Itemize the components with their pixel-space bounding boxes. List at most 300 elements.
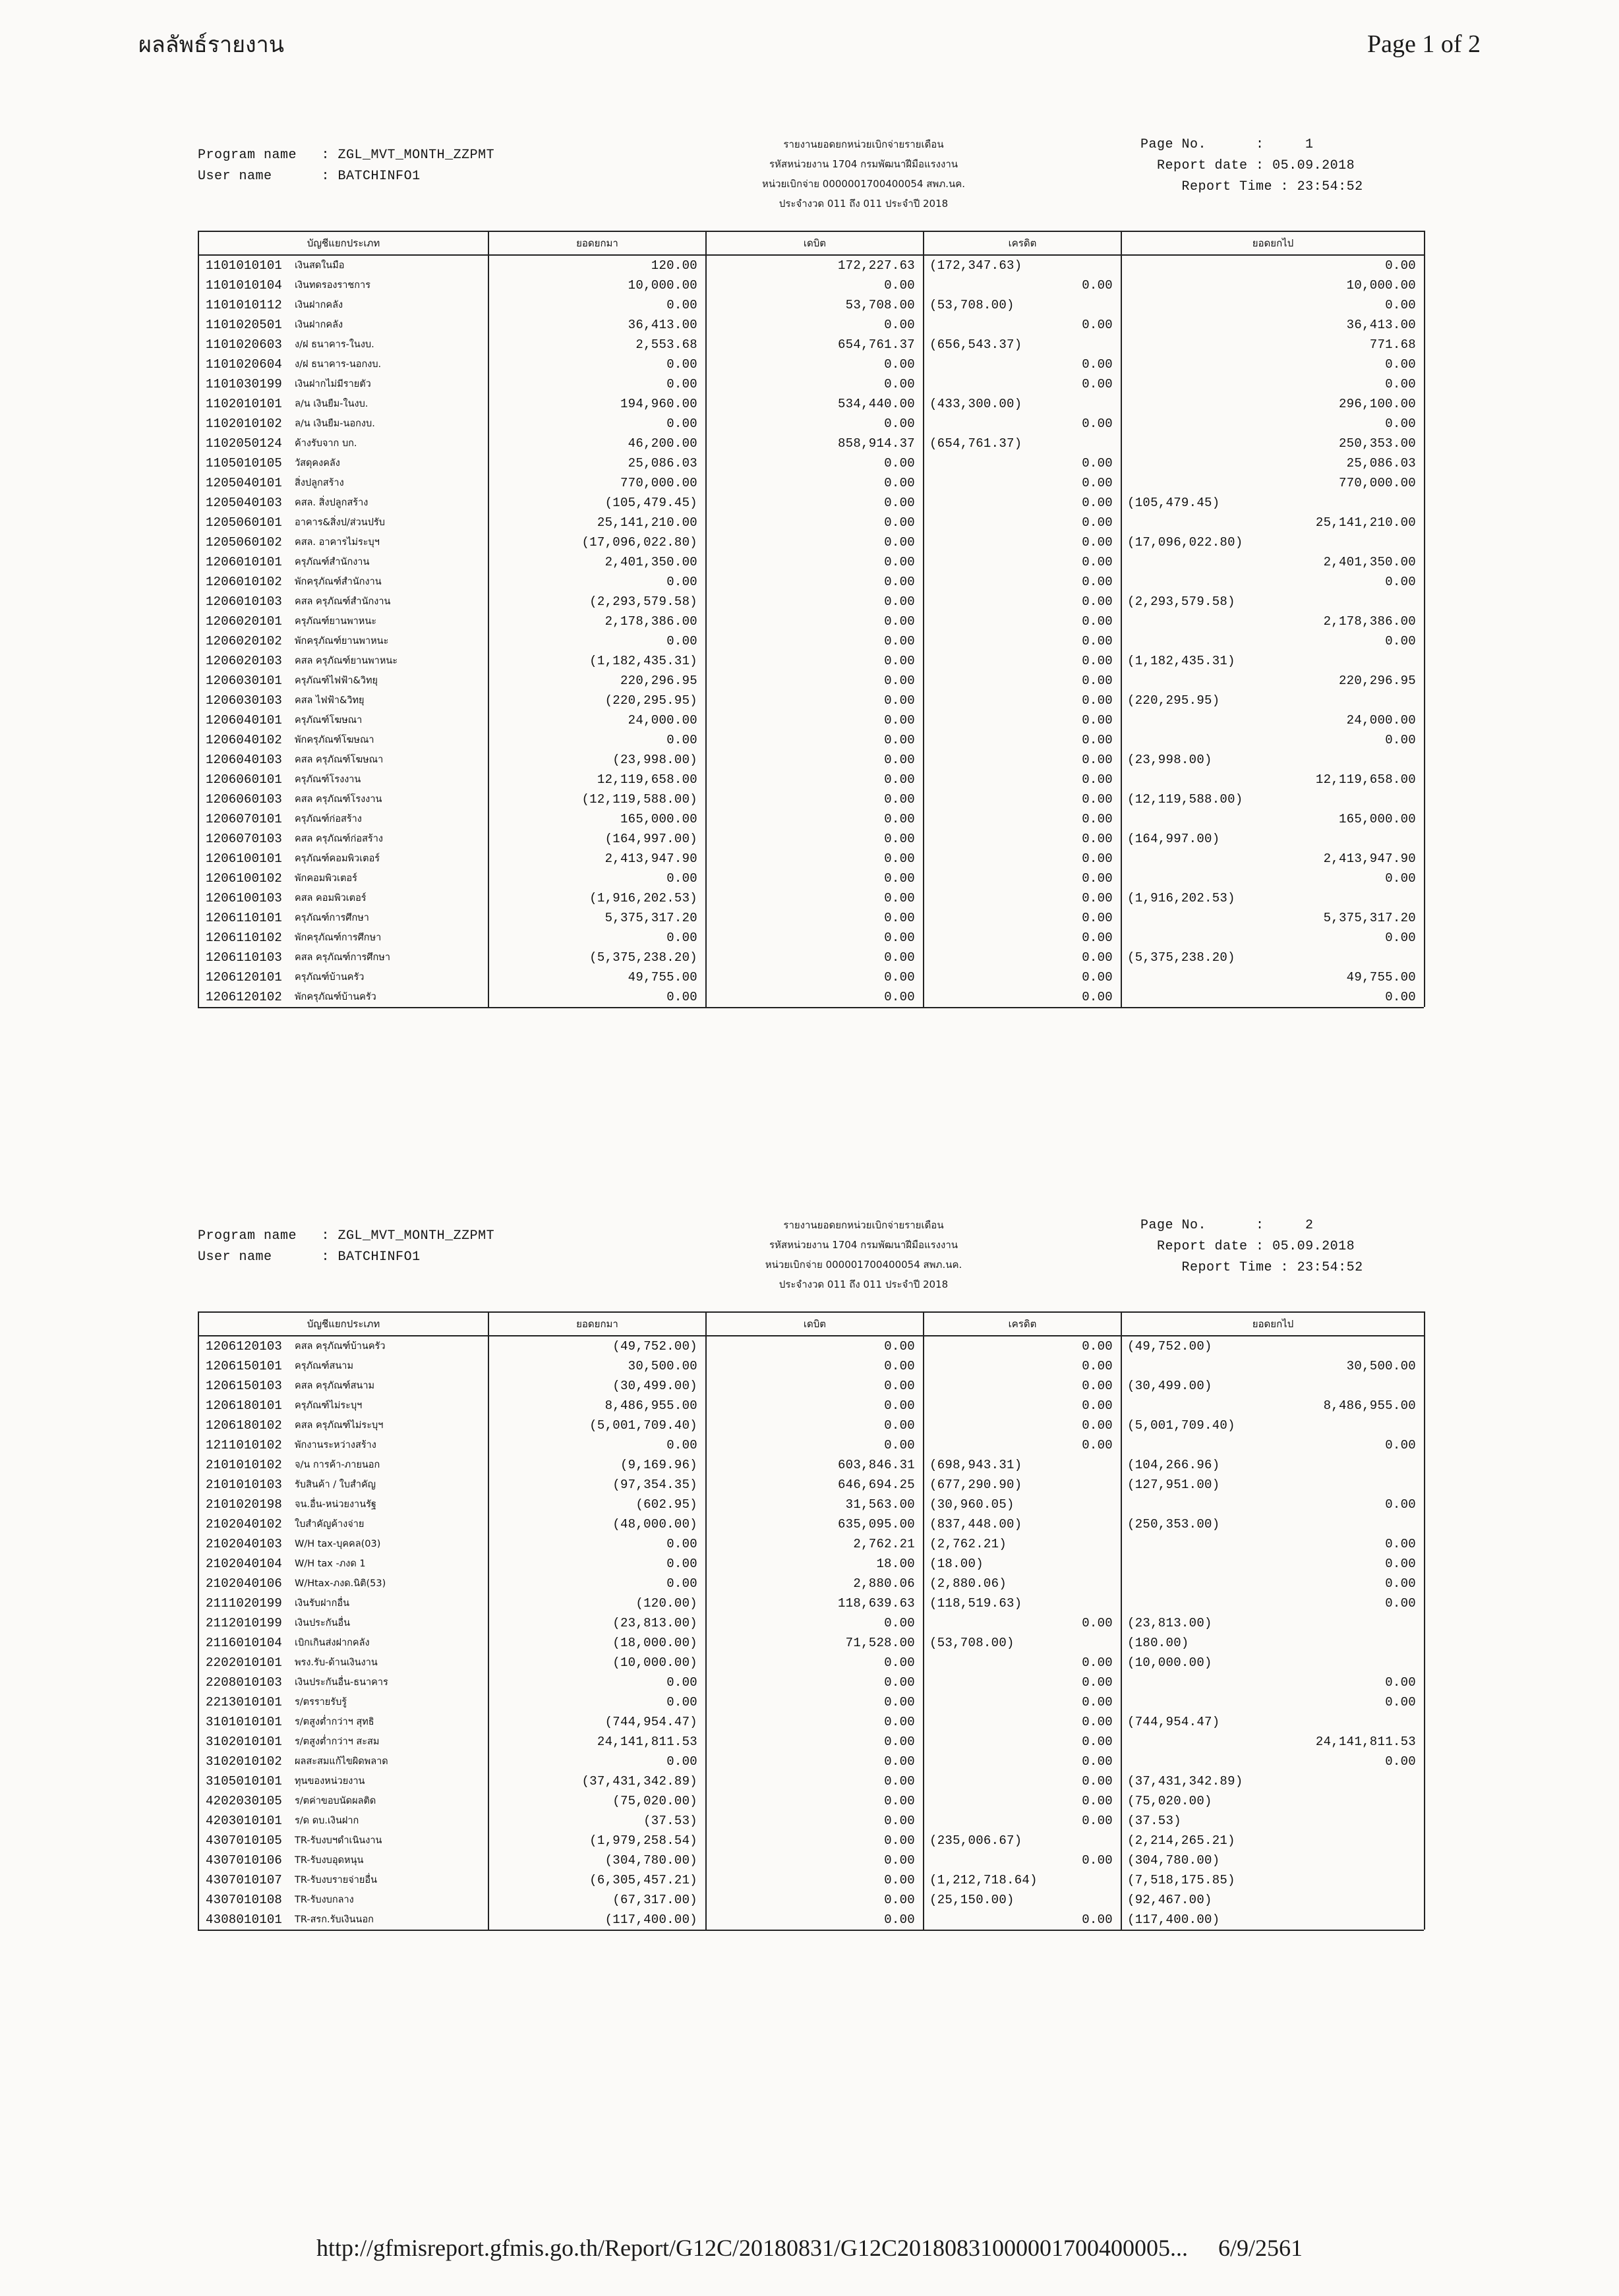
report-2-col-header-credit: เครดิต — [924, 1312, 1121, 1336]
report-1-header-row — [198, 231, 1425, 255]
cell-brought-forward: (1,979,258.54) — [488, 1831, 706, 1851]
cell-debit: 0.00 — [706, 829, 924, 849]
table-row — [198, 1811, 1425, 1831]
cell-brought-forward: (220,295.95) — [488, 691, 706, 710]
cell-debit: 0.00 — [706, 1692, 924, 1712]
report-section-1 — [0, 125, 1619, 1008]
cell-debit: 0.00 — [706, 1890, 924, 1910]
cell-carried-forward: 30,500.00 — [1121, 1356, 1425, 1376]
cell-credit: 0.00 — [924, 1910, 1121, 1930]
cell-carried-forward: 0.00 — [1121, 1752, 1425, 1771]
cell-brought-forward: 194,960.00 — [488, 394, 706, 414]
cell-credit: (2,762.21) — [924, 1534, 1121, 1554]
cell-carried-forward: (37.53) — [1121, 1811, 1425, 1831]
report-2-meta-right — [1140, 1215, 1363, 1278]
cell-account-name: วัสดุคงคลัง — [295, 458, 340, 469]
table-row — [198, 908, 1425, 928]
report-2-table-bottom-rule — [198, 1930, 1424, 1931]
report-1-col-header-account: บัญชีแยกประเภท — [198, 231, 488, 255]
cell-credit: 0.00 — [924, 374, 1121, 394]
cell-brought-forward: 2,401,350.00 — [488, 552, 706, 572]
cell-account-code: 1205060101 — [198, 513, 291, 532]
cell-carried-forward: (164,997.00) — [1121, 829, 1425, 849]
cell-account-code: 1102050124 — [198, 434, 291, 453]
table-row — [198, 1712, 1425, 1732]
report-2-page-no-value: 2 — [1305, 1218, 1314, 1233]
cell-account-name: ครุภัณฑ์สำนักงาน — [295, 557, 370, 567]
cell-debit: 0.00 — [706, 1831, 924, 1851]
report-2-col-header-brought-forward: ยอดยกมา — [488, 1312, 706, 1336]
report-1-program-value: ZGL_MVT_MONTH_ZZPMT — [338, 148, 495, 163]
cell-carried-forward: 0.00 — [1121, 255, 1425, 275]
cell-account-code: 1102010101 — [198, 394, 291, 414]
cell-credit: 0.00 — [924, 1673, 1121, 1692]
table-row — [198, 374, 1425, 394]
cell-credit: (677,290.90) — [924, 1475, 1121, 1495]
cell-debit: 0.00 — [706, 928, 924, 948]
table-row — [198, 1435, 1425, 1455]
table-row — [198, 1633, 1425, 1653]
cell-debit: 0.00 — [706, 691, 924, 710]
table-row — [198, 1831, 1425, 1851]
cell-account-code: 1205040103 — [198, 493, 291, 513]
cell-account-name: พักคอมพิวเตอร์ — [295, 873, 357, 884]
report-2-col-header-debit: เดบิต — [706, 1312, 924, 1336]
report-1-title-line-1: รายงานยอดยกหน่วยเบิกจ่ายรายเดือน — [783, 138, 944, 150]
cell-carried-forward: 220,296.95 — [1121, 671, 1425, 691]
report-2-meta-left — [198, 1226, 494, 1268]
cell-brought-forward: (2,293,579.58) — [488, 592, 706, 612]
table-row — [198, 255, 1425, 275]
print-footer-url: http://gfmisreport.gfmis.go.th/Report/G12C/20180831/G12C20180831000001700400005... — [316, 2235, 1188, 2261]
cell-brought-forward: (48,000.00) — [488, 1514, 706, 1534]
cell-account-code: 4308010101 — [198, 1910, 291, 1930]
cell-account-code: 1206060103 — [198, 789, 291, 809]
cell-credit: 0.00 — [924, 1356, 1121, 1376]
cell-debit: 0.00 — [706, 710, 924, 730]
table-row — [198, 1396, 1425, 1416]
cell-debit: 0.00 — [706, 1791, 924, 1811]
table-row — [198, 1416, 1425, 1435]
cell-credit: 0.00 — [924, 1336, 1121, 1356]
cell-carried-forward: (10,000.00) — [1121, 1653, 1425, 1673]
report-1-user-label: User name — [198, 169, 272, 184]
cell-debit: 2,880.06 — [706, 1574, 924, 1593]
cell-brought-forward: 25,141,210.00 — [488, 513, 706, 532]
cell-brought-forward: (67,317.00) — [488, 1890, 706, 1910]
cell-account-code: 1206030101 — [198, 671, 291, 691]
cell-account-code: 1206180101 — [198, 1396, 291, 1416]
cell-account-code: 1102010102 — [198, 414, 291, 434]
cell-account-code: 1206030103 — [198, 691, 291, 710]
cell-account-code: 4307010108 — [198, 1890, 291, 1910]
cell-credit: 0.00 — [924, 888, 1121, 908]
report-2-header-row — [198, 1312, 1425, 1336]
cell-brought-forward: (744,954.47) — [488, 1712, 706, 1732]
cell-account-code: 3102010101 — [198, 1732, 291, 1752]
cell-debit: 0.00 — [706, 1910, 924, 1930]
report-2-title-line-3: หน่วยเบิกจ่าย 000001700400054 สพภ.นค. — [765, 1259, 962, 1271]
table-row — [198, 770, 1425, 789]
cell-credit: 0.00 — [924, 750, 1121, 770]
cell-brought-forward: 0.00 — [488, 631, 706, 651]
table-row — [198, 1554, 1425, 1574]
cell-carried-forward: 0.00 — [1121, 1673, 1425, 1692]
cell-account-code: 4202030105 — [198, 1791, 291, 1811]
table-row — [198, 750, 1425, 770]
cell-brought-forward: 0.00 — [488, 928, 706, 948]
cell-carried-forward: (2,214,265.21) — [1121, 1831, 1425, 1851]
cell-account-code: 1101010104 — [198, 275, 291, 295]
cell-carried-forward: 25,141,210.00 — [1121, 513, 1425, 532]
cell-account-name: คสล ครุภัณฑ์สนาม — [295, 1381, 375, 1391]
cell-brought-forward: 0.00 — [488, 1574, 706, 1593]
cell-debit: 0.00 — [706, 552, 924, 572]
cell-account-name: คสล ไฟฟ้า&วิทยุ — [295, 695, 365, 706]
report-1-title-line-4: ประจำงวด 011 ถึง 011 ประจำปี 2018 — [779, 198, 949, 210]
cell-account-name: ผลสะสมแก้ไขผิดพลาด — [295, 1756, 388, 1767]
report-2-col-header-account: บัญชีแยกประเภท — [198, 1312, 488, 1336]
cell-carried-forward: 8,486,955.00 — [1121, 1396, 1425, 1416]
table-row — [198, 1495, 1425, 1514]
cell-credit: 0.00 — [924, 1613, 1121, 1633]
report-2-program-value: ZGL_MVT_MONTH_ZZPMT — [338, 1228, 495, 1244]
cell-credit: (53,708.00) — [924, 1633, 1121, 1653]
cell-account-code: 1206120103 — [198, 1336, 291, 1356]
cell-brought-forward: 2,553.68 — [488, 335, 706, 355]
cell-brought-forward: (12,119,588.00) — [488, 789, 706, 809]
cell-debit: 71,528.00 — [706, 1633, 924, 1653]
cell-credit: 0.00 — [924, 532, 1121, 552]
cell-debit: 0.00 — [706, 572, 924, 592]
cell-carried-forward: (30,499.00) — [1121, 1376, 1425, 1396]
cell-debit: 0.00 — [706, 1653, 924, 1673]
cell-account-name: เงินฝากไม่มีรายตัว — [295, 379, 371, 389]
report-2-report-time-line: Report Time : 23:54:52 — [1181, 1260, 1363, 1275]
cell-debit: 0.00 — [706, 987, 924, 1007]
cell-credit: (172,347.63) — [924, 255, 1121, 275]
cell-credit: 0.00 — [924, 671, 1121, 691]
cell-credit: (654,761.37) — [924, 434, 1121, 453]
cell-account-code: 2102040102 — [198, 1514, 291, 1534]
cell-brought-forward: (75,020.00) — [488, 1791, 706, 1811]
cell-account-code: 3102010102 — [198, 1752, 291, 1771]
cell-account-code: 2102040104 — [198, 1554, 291, 1574]
table-row — [198, 295, 1425, 315]
cell-debit: 172,227.63 — [706, 255, 924, 275]
cell-credit: 0.00 — [924, 948, 1121, 967]
cell-account-name: ง/ฝ ธนาคาร-ในงบ. — [295, 339, 374, 350]
report-2-user-value: BATCHINFO1 — [338, 1249, 421, 1265]
cell-debit: 0.00 — [706, 750, 924, 770]
cell-debit: 0.00 — [706, 789, 924, 809]
cell-carried-forward: 0.00 — [1121, 1593, 1425, 1613]
cell-carried-forward: 0.00 — [1121, 631, 1425, 651]
cell-account-name: ครุภัณฑ์ยานพาหนะ — [295, 616, 377, 627]
cell-account-code: 1206110101 — [198, 908, 291, 928]
cell-account-code: 1206100102 — [198, 869, 291, 888]
cell-account-name: ร/ตสูงต่ำกว่าฯ สุทธิ — [295, 1717, 374, 1727]
table-row — [198, 789, 1425, 809]
cell-account-name: เงินรับฝากอื่น — [295, 1598, 349, 1609]
table-row — [198, 671, 1425, 691]
table-row — [198, 355, 1425, 374]
cell-brought-forward: 0.00 — [488, 1752, 706, 1771]
cell-account-name: อาคาร&สิ่งป/ส่วนปรับ — [295, 517, 385, 528]
cell-credit: (837,448.00) — [924, 1514, 1121, 1534]
report-1-table-bottom-rule — [198, 1007, 1424, 1008]
cell-debit: 534,440.00 — [706, 394, 924, 414]
cell-account-name: TR-สรก.รับเงินนอก — [295, 1914, 374, 1925]
cell-account-code: 1101020604 — [198, 355, 291, 374]
cell-brought-forward: 0.00 — [488, 414, 706, 434]
cell-carried-forward: 2,401,350.00 — [1121, 552, 1425, 572]
cell-brought-forward: 24,141,811.53 — [488, 1732, 706, 1752]
report-1-col-header-carried-forward: ยอดยกไป — [1121, 231, 1425, 255]
cell-debit: 0.00 — [706, 1811, 924, 1831]
table-row — [198, 730, 1425, 750]
cell-credit: 0.00 — [924, 1732, 1121, 1752]
report-2-report-date-line: Report date : 05.09.2018 — [1157, 1239, 1355, 1254]
cell-debit: 0.00 — [706, 355, 924, 374]
report-2-program-line: Program name : ZGL_MVT_MONTH_ZZPMT — [198, 1228, 495, 1244]
cell-credit: 0.00 — [924, 1752, 1121, 1771]
report-1-meta-left — [198, 145, 494, 187]
cell-carried-forward: 0.00 — [1121, 374, 1425, 394]
cell-debit: 0.00 — [706, 1712, 924, 1732]
cell-brought-forward: 770,000.00 — [488, 473, 706, 493]
cell-carried-forward: (250,353.00) — [1121, 1514, 1425, 1534]
cell-account-name: พรง.รับ-ด้านเงินงาน — [295, 1657, 378, 1668]
cell-debit: 0.00 — [706, 1356, 924, 1376]
cell-account-code: 1101030199 — [198, 374, 291, 394]
report-1-program-line: Program name : ZGL_MVT_MONTH_ZZPMT — [198, 148, 495, 163]
cell-brought-forward: (17,096,022.80) — [488, 532, 706, 552]
table-row — [198, 493, 1425, 513]
cell-carried-forward: 770,000.00 — [1121, 473, 1425, 493]
cell-account-code: 1101020603 — [198, 335, 291, 355]
cell-debit: 0.00 — [706, 1771, 924, 1791]
report-2-user-line: User name : BATCHINFO1 — [198, 1249, 421, 1265]
cell-carried-forward: 0.00 — [1121, 295, 1425, 315]
report-2-user-label: User name — [198, 1249, 272, 1265]
cell-account-code: 1206150101 — [198, 1356, 291, 1376]
cell-account-name: ง/ฝ ธนาคาร-นอกงบ. — [295, 359, 382, 370]
cell-debit: 0.00 — [706, 730, 924, 750]
cell-brought-forward: (304,780.00) — [488, 1851, 706, 1870]
table-row — [198, 1336, 1425, 1356]
cell-account-name: จน.อื่น-หน่วยงานรัฐ — [295, 1499, 376, 1510]
cell-account-name: คสล ครุภัณฑ์บ้านครัว — [295, 1341, 386, 1352]
cell-carried-forward: 2,178,386.00 — [1121, 612, 1425, 631]
report-1-user-value: BATCHINFO1 — [338, 169, 421, 184]
cell-account-code: 2208010103 — [198, 1673, 291, 1692]
report-1-col-header-brought-forward: ยอดยกมา — [488, 231, 706, 255]
report-2-title-line-2: รหัสหน่วยงาน 1704 กรมพัฒนาฝีมือแรงงาน — [769, 1239, 958, 1251]
cell-debit: 0.00 — [706, 414, 924, 434]
cell-account-name: ครุภัณฑ์ก่อสร้าง — [295, 814, 362, 824]
cell-brought-forward: (18,000.00) — [488, 1633, 706, 1653]
cell-brought-forward: (97,354.35) — [488, 1475, 706, 1495]
cell-credit: 0.00 — [924, 869, 1121, 888]
cell-brought-forward: 0.00 — [488, 1673, 706, 1692]
cell-brought-forward: (23,813.00) — [488, 1613, 706, 1633]
cell-credit: (698,943.31) — [924, 1455, 1121, 1475]
cell-account-name: TR-รับงบฯดำเนินงาน — [295, 1835, 382, 1846]
cell-carried-forward: 49,755.00 — [1121, 967, 1425, 987]
table-row — [198, 414, 1425, 434]
cell-brought-forward: (37.53) — [488, 1811, 706, 1831]
cell-account-code: 2213010101 — [198, 1692, 291, 1712]
cell-debit: 0.00 — [706, 592, 924, 612]
cell-credit: 0.00 — [924, 829, 1121, 849]
cell-account-code: 2202010101 — [198, 1653, 291, 1673]
table-row — [198, 1356, 1425, 1376]
table-row — [198, 1534, 1425, 1554]
cell-brought-forward: 10,000.00 — [488, 275, 706, 295]
cell-account-name: ครุภัณฑ์คอมพิวเตอร์ — [295, 853, 380, 864]
cell-debit: 0.00 — [706, 967, 924, 987]
cell-credit: 0.00 — [924, 513, 1121, 532]
cell-account-name: ร/ตรรายรับรู้ — [295, 1697, 347, 1708]
table-row — [198, 987, 1425, 1007]
cell-account-name: คสล. สิ่งปลูกสร้าง — [295, 498, 368, 508]
cell-credit: 0.00 — [924, 1653, 1121, 1673]
cell-brought-forward: 220,296.95 — [488, 671, 706, 691]
cell-debit: 0.00 — [706, 1870, 924, 1890]
report-1-title-line-3: หน่วยเบิกจ่าย 0000001700400054 สพภ.นค. — [761, 178, 966, 190]
table-row — [198, 710, 1425, 730]
cell-debit: 0.00 — [706, 849, 924, 869]
cell-debit: 0.00 — [706, 473, 924, 493]
cell-carried-forward: 296,100.00 — [1121, 394, 1425, 414]
cell-debit: 0.00 — [706, 671, 924, 691]
table-row — [198, 1890, 1425, 1910]
table-row — [198, 1910, 1425, 1930]
cell-carried-forward: 0.00 — [1121, 1435, 1425, 1455]
cell-credit: 0.00 — [924, 809, 1121, 829]
cell-carried-forward: (304,780.00) — [1121, 1851, 1425, 1870]
report-1-report-time-line: Report Time : 23:54:52 — [1181, 179, 1363, 194]
cell-carried-forward: 250,353.00 — [1121, 434, 1425, 453]
cell-debit: 118,639.63 — [706, 1593, 924, 1613]
cell-brought-forward: (23,998.00) — [488, 750, 706, 770]
cell-account-name: ร/ด ดบ.เงินฝาก — [295, 1816, 359, 1826]
cell-carried-forward: 25,086.03 — [1121, 453, 1425, 473]
cell-credit: 0.00 — [924, 928, 1121, 948]
cell-account-name: พักครุภัณฑ์โฆษณา — [295, 735, 374, 745]
report-2-table-body — [198, 1336, 1425, 1930]
cell-carried-forward: 0.00 — [1121, 1495, 1425, 1514]
cell-credit: (118,519.63) — [924, 1593, 1121, 1613]
cell-credit: (656,543.37) — [924, 335, 1121, 355]
report-1-user-line: User name : BATCHINFO1 — [198, 169, 421, 184]
cell-account-code: 2112010199 — [198, 1613, 291, 1633]
cell-carried-forward: 0.00 — [1121, 355, 1425, 374]
table-row — [198, 1752, 1425, 1771]
cell-account-code: 1206010102 — [198, 572, 291, 592]
cell-account-name: ครุภัณฑ์สนาม — [295, 1361, 353, 1371]
cell-carried-forward: 12,119,658.00 — [1121, 770, 1425, 789]
cell-carried-forward: (117,400.00) — [1121, 1910, 1425, 1930]
table-row — [198, 829, 1425, 849]
cell-debit: 0.00 — [706, 1732, 924, 1752]
print-header-page-indicator: Page 1 of 2 — [1367, 30, 1481, 58]
cell-account-name: รับสินค้า / ใบสำคัญ — [295, 1479, 376, 1490]
cell-credit: 0.00 — [924, 730, 1121, 750]
cell-brought-forward: 2,178,386.00 — [488, 612, 706, 631]
cell-brought-forward: (5,375,238.20) — [488, 948, 706, 967]
cell-debit: 0.00 — [706, 1435, 924, 1455]
cell-credit: 0.00 — [924, 275, 1121, 295]
cell-account-name: คสล ครุภัณฑ์ไม่ระบุฯ — [295, 1420, 384, 1431]
cell-credit: 0.00 — [924, 1712, 1121, 1732]
cell-account-name: ล/น เงินยืม-ในงบ. — [295, 399, 368, 409]
cell-carried-forward: (744,954.47) — [1121, 1712, 1425, 1732]
cell-credit: (1,212,718.64) — [924, 1870, 1121, 1890]
print-footer-date: 6/9/2561 — [1218, 2235, 1303, 2261]
cell-account-name: ครุภัณฑ์โรงงาน — [295, 774, 361, 785]
cell-carried-forward: (104,266.96) — [1121, 1455, 1425, 1475]
report-1-report-time-value: 23:54:52 — [1297, 179, 1363, 194]
cell-brought-forward: 0.00 — [488, 1534, 706, 1554]
cell-account-name: ร/ตสูงต่ำกว่าฯ สะสม — [295, 1736, 380, 1747]
print-header-title: ผลลัพธ์รายงาน — [138, 33, 284, 57]
cell-account-name: สิ่งปลูกสร้าง — [295, 478, 344, 488]
table-row — [198, 1732, 1425, 1752]
cell-brought-forward: 8,486,955.00 — [488, 1396, 706, 1416]
report-1-page-no-value: 1 — [1305, 137, 1314, 152]
cell-debit: 0.00 — [706, 493, 924, 513]
cell-debit: 0.00 — [706, 869, 924, 888]
cell-brought-forward: 0.00 — [488, 1435, 706, 1455]
table-row — [198, 928, 1425, 948]
cell-account-name: เงินประกันอื่น — [295, 1618, 351, 1628]
cell-debit: 603,846.31 — [706, 1455, 924, 1475]
cell-carried-forward: (23,813.00) — [1121, 1613, 1425, 1633]
cell-account-code: 1206150103 — [198, 1376, 291, 1396]
cell-credit: 0.00 — [924, 631, 1121, 651]
cell-account-code: 1211010102 — [198, 1435, 291, 1455]
cell-credit: 0.00 — [924, 908, 1121, 928]
table-row — [198, 552, 1425, 572]
cell-carried-forward: (37,431,342.89) — [1121, 1771, 1425, 1791]
table-row — [198, 869, 1425, 888]
cell-carried-forward: 165,000.00 — [1121, 809, 1425, 829]
cell-credit: 0.00 — [924, 1771, 1121, 1791]
table-row — [198, 849, 1425, 869]
cell-brought-forward: 30,500.00 — [488, 1356, 706, 1376]
cell-brought-forward: 165,000.00 — [488, 809, 706, 829]
cell-account-code: 4203010101 — [198, 1811, 291, 1831]
cell-credit: 0.00 — [924, 1692, 1121, 1712]
cell-account-code: 1206010103 — [198, 592, 291, 612]
cell-brought-forward: 2,413,947.90 — [488, 849, 706, 869]
report-1-title-line-2: รหัสหน่วยงาน 1704 กรมพัฒนาฝีมือแรงงาน — [769, 158, 958, 170]
cell-brought-forward: 0.00 — [488, 572, 706, 592]
cell-account-name: ค้างรับจาก บก. — [295, 438, 357, 449]
cell-debit: 0.00 — [706, 948, 924, 967]
cell-brought-forward: 12,119,658.00 — [488, 770, 706, 789]
cell-credit: (53,708.00) — [924, 295, 1121, 315]
cell-account-name: W/Htax-ภงด.นิติ(53) — [295, 1578, 386, 1589]
cell-debit: 0.00 — [706, 1752, 924, 1771]
report-2-report-time-value: 23:54:52 — [1297, 1260, 1363, 1275]
cell-account-code: 4307010105 — [198, 1831, 291, 1851]
cell-credit: 0.00 — [924, 691, 1121, 710]
cell-brought-forward: 36,413.00 — [488, 315, 706, 335]
report-2-col-header-carried-forward: ยอดยกไป — [1121, 1312, 1425, 1336]
